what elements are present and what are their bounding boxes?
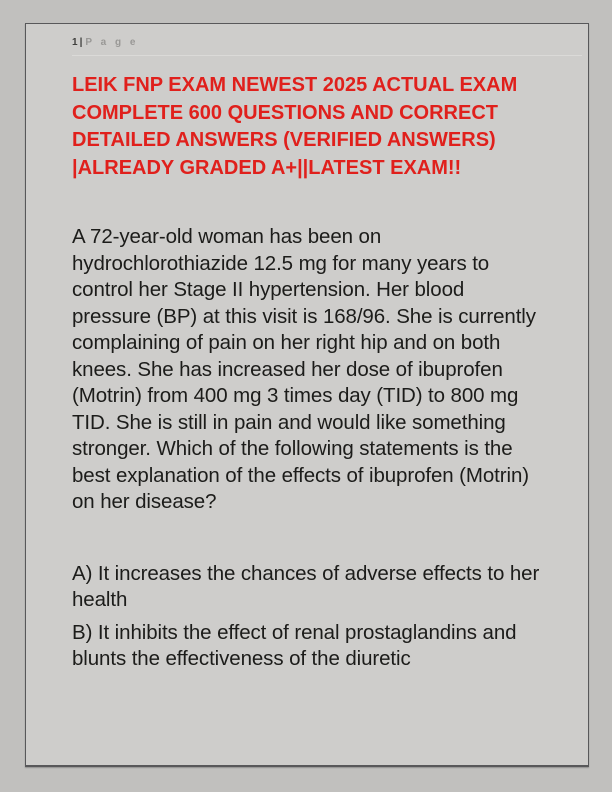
header-separator: | — [79, 37, 83, 48]
option-a-line-1: A) It increases the chances of adverse effects to her — [72, 561, 540, 585]
title-line-1: LEIK FNP EXAM NEWEST 2025 ACTUAL EXAM — [72, 74, 518, 96]
option-b-line-1: B) It inhibits the effect of renal prostaglandins and — [72, 620, 517, 644]
question-line-9: stronger. Which of the following statements is the — [72, 437, 513, 460]
question-line-1: A 72-year-old woman has been on — [72, 225, 382, 248]
header-page-label: P a g e — [85, 37, 139, 48]
page-header — [72, 37, 582, 56]
answer-option-a — [72, 561, 550, 614]
question-line-7: (Motrin) from 400 mg 3 times day (TID) to 800 mg — [72, 384, 519, 407]
question-line-10: best explanation of the effects of ibuprofen (Motrin) — [72, 463, 529, 487]
question-paragraph — [72, 224, 550, 516]
title-line-2: COMPLETE 600 QUESTIONS AND CORRECT — [72, 101, 498, 124]
question-line-3: control her Stage II hypertension. Her blood — [72, 278, 465, 301]
question-line-6: knees. She has increased her dose of ibuprofen — [72, 357, 503, 381]
question-line-2: hydrochlorothiazide 12.5 mg for many years to — [72, 251, 490, 275]
page-number: 1 — [72, 37, 78, 48]
answer-option-b — [72, 620, 550, 673]
question-line-4: pressure (BP) at this visit is 168/96. She is currently — [72, 304, 536, 328]
question-line-11: on her disease? — [72, 490, 217, 513]
title-line-3: DETAILED ANSWERS (VERIFIED ANSWERS) — [72, 129, 496, 151]
option-a-line-2: health — [72, 588, 128, 611]
option-b-line-2: blunts the effectiveness of the diuretic — [72, 647, 411, 670]
title-line-4: |ALREADY GRADED A+||LATEST EXAM!! — [72, 156, 462, 179]
exam-title — [72, 72, 546, 182]
document-page — [25, 23, 589, 767]
question-line-5: complaining of pain on her right hip and on both — [72, 331, 501, 354]
question-line-8: TID. She is still in pain and would like something — [72, 410, 506, 434]
